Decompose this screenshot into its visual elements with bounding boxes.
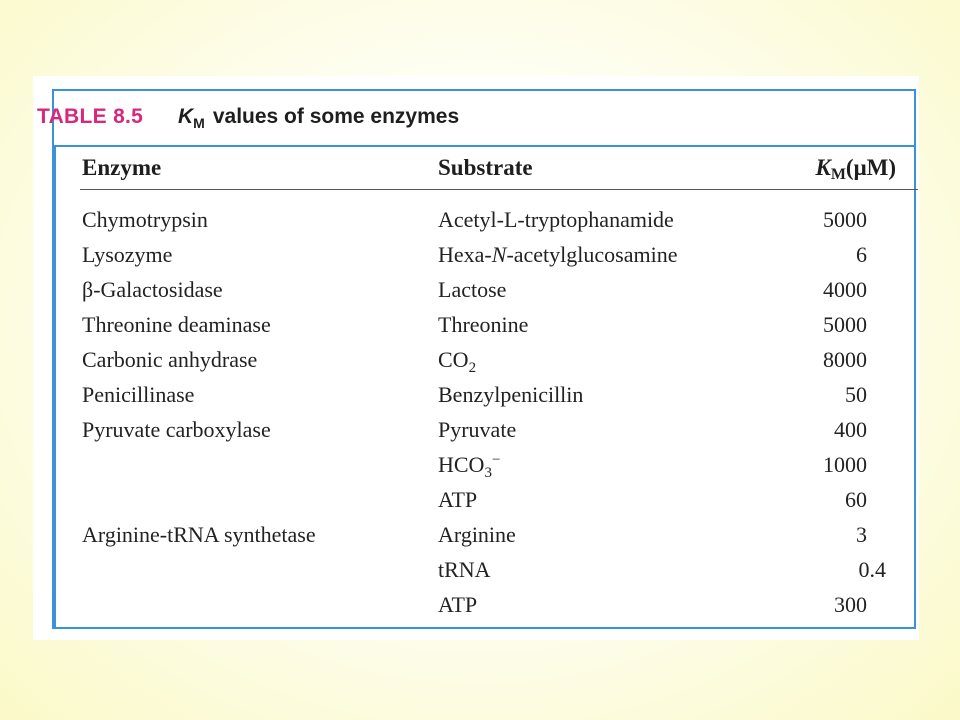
cell-enzyme: Pyruvate carboxylase <box>82 417 271 442</box>
header-km <box>815 155 896 184</box>
title-text-rest: values of some enzymes <box>212 105 460 128</box>
table-row <box>56 522 918 557</box>
table-row <box>56 557 918 592</box>
cell-enzyme: Arginine-tRNA synthetase <box>82 522 316 547</box>
cell-substrate: ATP <box>438 592 478 617</box>
table-row <box>56 592 918 627</box>
cell-enzyme: Threonine deaminase <box>82 312 271 337</box>
cell-km-value: 5000 <box>823 312 867 337</box>
cell-substrate: Lactose <box>438 277 507 302</box>
cell-km-value: 400 <box>834 417 867 442</box>
table-title-bar <box>37 91 914 147</box>
table-row <box>56 242 918 277</box>
table-row <box>56 487 918 522</box>
table-body <box>54 147 918 627</box>
cell-enzyme: β-Galactosidase <box>82 277 223 302</box>
header-km-unit: (μM) <box>845 155 896 180</box>
table-row <box>56 312 918 347</box>
cell-substrate: tRNA <box>438 557 491 582</box>
table-number-label: TABLE 8.5 <box>37 105 144 128</box>
cell-enzyme: Carbonic anhydrase <box>82 347 258 372</box>
table-row <box>56 417 918 452</box>
header-km-subscript: M <box>830 166 846 183</box>
table-frame <box>37 89 916 629</box>
cell-km-value: 60 <box>845 487 867 512</box>
table-title <box>178 105 459 129</box>
title-km-symbol: K <box>178 105 194 128</box>
cell-substrate: Threonine <box>438 312 529 337</box>
cell-substrate: $CO_2$ <box>438 347 477 376</box>
cell-substrate: Acetyl-L-tryptophanamide <box>438 207 674 232</box>
cell-km-value: 1000 <box>823 452 867 477</box>
title-km-subscript: M <box>193 115 205 131</box>
cell-km-value: 8000 <box>823 347 867 372</box>
cell-substrate: Benzylpenicillin <box>438 382 584 407</box>
cell-enzyme: Penicillinase <box>82 382 195 407</box>
cell-substrate: Arginine <box>438 522 516 547</box>
header-substrate: Substrate <box>438 155 533 180</box>
cell-km-value: 0.4 <box>858 557 886 582</box>
cell-km-value: 6 <box>856 242 867 267</box>
table-row <box>56 207 918 242</box>
header-enzyme: Enzyme <box>82 155 162 180</box>
cell-km-value: 300 <box>834 592 867 617</box>
table-row <box>56 382 918 417</box>
header-rule <box>80 189 918 190</box>
header-km-symbol: K <box>815 155 831 180</box>
table-row <box>56 277 918 312</box>
cell-enzyme: Chymotrypsin <box>82 207 208 232</box>
table-row <box>56 452 918 487</box>
cell-km-value: 4000 <box>823 277 867 302</box>
cell-enzyme: Lysozyme <box>82 242 173 267</box>
cell-substrate: Hexa-N-acetylglucosamine <box>438 242 678 267</box>
cell-km-value: 5000 <box>823 207 867 232</box>
table-row <box>56 347 918 382</box>
cell-km-value: 50 <box>845 382 867 407</box>
cell-km-value: 3 <box>856 522 867 547</box>
cell-substrate: $HCO_3^-$ <box>438 452 501 481</box>
cell-substrate: ATP <box>438 487 478 512</box>
cell-substrate: Pyruvate <box>438 417 517 442</box>
